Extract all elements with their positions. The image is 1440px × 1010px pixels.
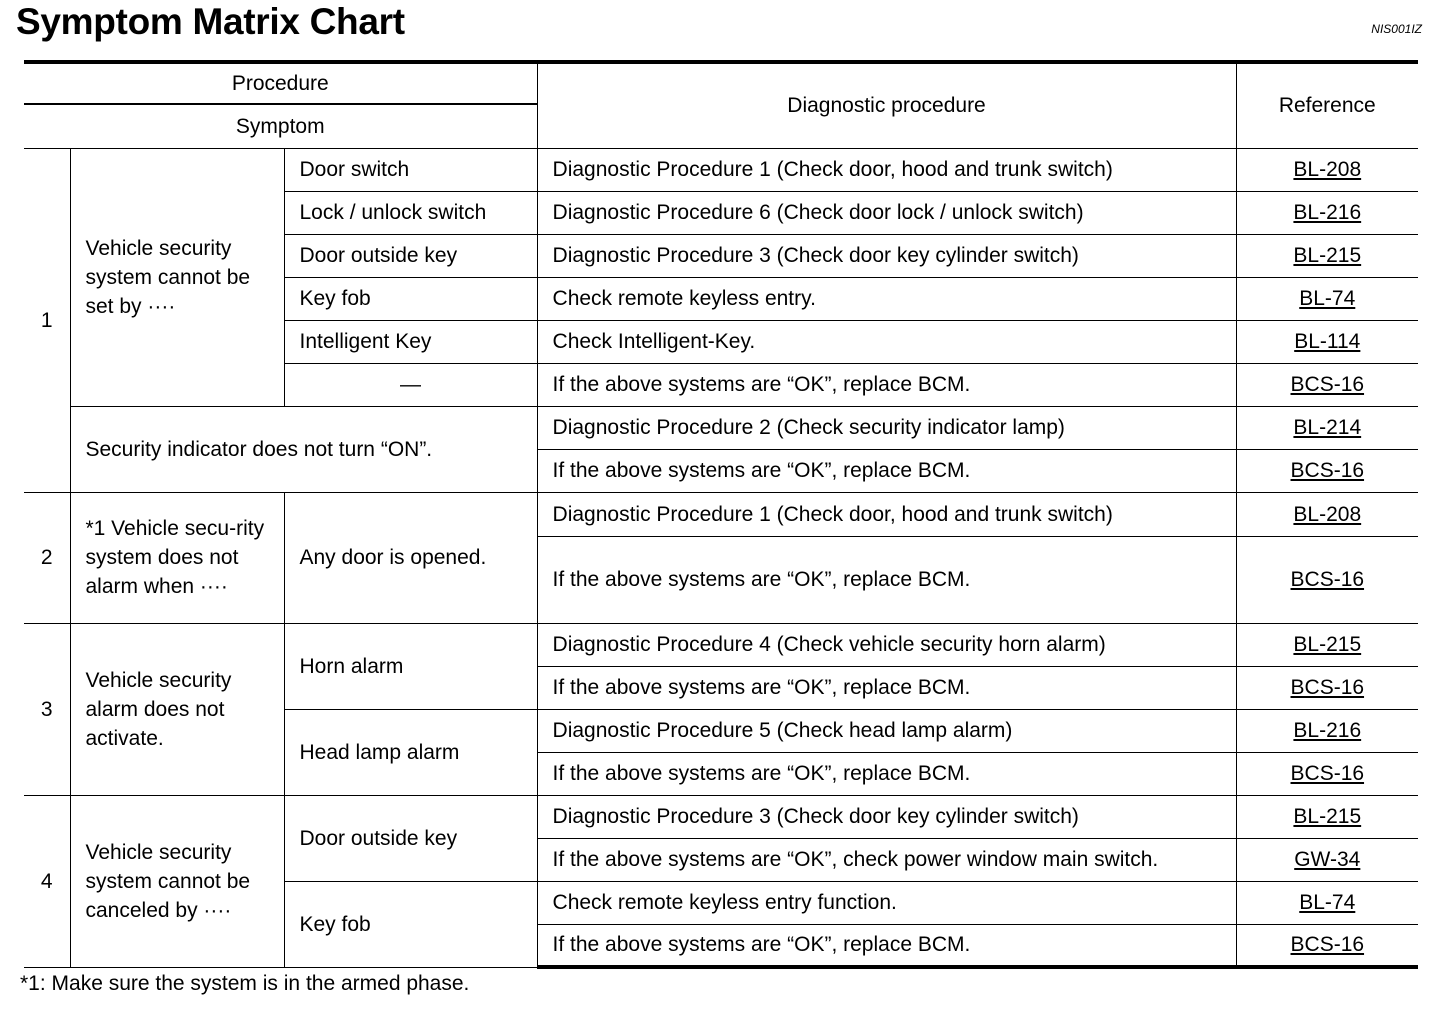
symptom-cell: Vehicle security system cannot be set by ····: [70, 148, 284, 406]
procedure-cell: Check remote keyless entry function.: [537, 881, 1236, 924]
procedure-cell: Diagnostic Procedure 6 (Check door lock / unlock switch): [537, 191, 1236, 234]
sub-symptom-cell: Key fob: [284, 277, 537, 320]
reference-cell: [1236, 492, 1418, 536]
reference-cell: [1236, 363, 1418, 406]
reference-cell: [1236, 623, 1418, 666]
symptom-cell: *1 Vehicle secu-rity system does not alarm when ····: [70, 492, 284, 623]
reference-link[interactable]: BCS-16: [1290, 568, 1365, 591]
reference-link[interactable]: BL-114: [1294, 330, 1361, 353]
reference-cell: [1236, 795, 1418, 838]
sub-symptom-cell: Head lamp alarm: [284, 709, 537, 795]
sub-symptom-cell: Door switch: [284, 148, 537, 191]
reference-link[interactable]: BL-215: [1293, 633, 1362, 656]
sub-symptom-cell: Horn alarm: [284, 623, 537, 709]
reference-link[interactable]: BL-74: [1299, 287, 1356, 310]
reference-cell: [1236, 406, 1418, 449]
procedure-cell: If the above systems are “OK”, replace BCM.: [537, 752, 1236, 795]
procedure-cell: Diagnostic Procedure 1 (Check door, hood and trunk switch): [537, 148, 1236, 191]
sub-symptom-cell: Door outside key: [284, 795, 537, 881]
sub-symptom-cell: Any door is opened.: [284, 492, 537, 623]
sub-symptom-cell: Intelligent Key: [284, 320, 537, 363]
procedure-cell: Diagnostic Procedure 4 (Check vehicle security horn alarm): [537, 623, 1236, 666]
procedure-cell: If the above systems are “OK”, replace BCM.: [537, 536, 1236, 623]
header-reference: Reference: [1236, 62, 1418, 148]
symptom-cell: Vehicle security system cannot be canceled by ····: [70, 795, 284, 967]
reference-link[interactable]: BCS-16: [1290, 762, 1365, 785]
sub-symptom-dash: —: [284, 363, 537, 406]
reference-cell: [1236, 666, 1418, 709]
procedure-cell: If the above systems are “OK”, replace BCM.: [537, 924, 1236, 967]
table-row: [24, 623, 1418, 666]
reference-link[interactable]: BL-215: [1293, 244, 1362, 267]
reference-cell: [1236, 838, 1418, 881]
header-symptom: Symptom: [24, 104, 537, 148]
reference-link[interactable]: BL-215: [1293, 805, 1362, 828]
procedure-cell: Diagnostic Procedure 2 (Check security indicator lamp): [537, 406, 1236, 449]
table-row: [24, 406, 1418, 449]
reference-link[interactable]: BL-208: [1293, 502, 1362, 526]
group-number: 4: [24, 795, 70, 967]
reference-cell: [1236, 148, 1418, 191]
reference-cell: [1236, 234, 1418, 277]
reference-link[interactable]: BL-214: [1293, 416, 1362, 439]
reference-link[interactable]: BCS-16: [1290, 459, 1365, 482]
document-code: NIS001IZ: [1371, 22, 1422, 36]
sub-symptom-cell: Door outside key: [284, 234, 537, 277]
table-row: [24, 795, 1418, 838]
reference-link[interactable]: BCS-16: [1290, 676, 1365, 699]
reference-cell: [1236, 191, 1418, 234]
reference-cell: [1236, 924, 1418, 967]
header-procedure: Procedure: [24, 62, 537, 104]
reference-link[interactable]: BL-208: [1293, 158, 1362, 181]
reference-cell: [1236, 709, 1418, 752]
procedure-cell: If the above systems are “OK”, replace BCM.: [537, 666, 1236, 709]
sub-symptom-cell: Lock / unlock switch: [284, 191, 537, 234]
reference-cell: [1236, 536, 1418, 623]
header-diagnostic-procedure: Diagnostic procedure: [537, 62, 1236, 148]
reference-link[interactable]: GW-34: [1294, 848, 1361, 871]
procedure-cell: Check remote keyless entry.: [537, 277, 1236, 320]
reference-link[interactable]: BCS-16: [1290, 933, 1365, 957]
reference-cell: [1236, 277, 1418, 320]
reference-cell: [1236, 881, 1418, 924]
table-row: [24, 148, 1418, 191]
footnote: *1: Make sure the system is in the armed phase.: [20, 972, 470, 995]
reference-link[interactable]: BL-74: [1299, 891, 1356, 914]
page-title: Symptom Matrix Chart: [16, 1, 405, 42]
reference-cell: [1236, 752, 1418, 795]
reference-link[interactable]: BL-216: [1293, 719, 1362, 742]
procedure-cell: Diagnostic Procedure 5 (Check head lamp alarm): [537, 709, 1236, 752]
procedure-cell: Diagnostic Procedure 3 (Check door key cylinder switch): [537, 795, 1236, 838]
table-row: [24, 492, 1418, 536]
procedure-cell: If the above systems are “OK”, replace BCM.: [537, 363, 1236, 406]
reference-cell: [1236, 449, 1418, 492]
procedure-cell: Diagnostic Procedure 3 (Check door key cylinder switch): [537, 234, 1236, 277]
group-number: 1: [24, 148, 70, 492]
reference-cell: [1236, 320, 1418, 363]
symptom-matrix-table: [24, 60, 1418, 969]
sub-symptom-cell: Key fob: [284, 881, 537, 967]
procedure-cell: Diagnostic Procedure 1 (Check door, hood and trunk switch): [537, 492, 1236, 536]
symptom-cell: Security indicator does not turn “ON”.: [70, 406, 537, 492]
procedure-cell: If the above systems are “OK”, check power window main switch.: [537, 838, 1236, 881]
procedure-cell: Check Intelligent-Key.: [537, 320, 1236, 363]
procedure-cell: If the above systems are “OK”, replace BCM.: [537, 449, 1236, 492]
group-number: 2: [24, 492, 70, 623]
symptom-cell: Vehicle security alarm does not activate.: [70, 623, 284, 795]
group-number: 3: [24, 623, 70, 795]
reference-link[interactable]: BL-216: [1293, 201, 1362, 224]
reference-link[interactable]: BCS-16: [1290, 373, 1365, 396]
